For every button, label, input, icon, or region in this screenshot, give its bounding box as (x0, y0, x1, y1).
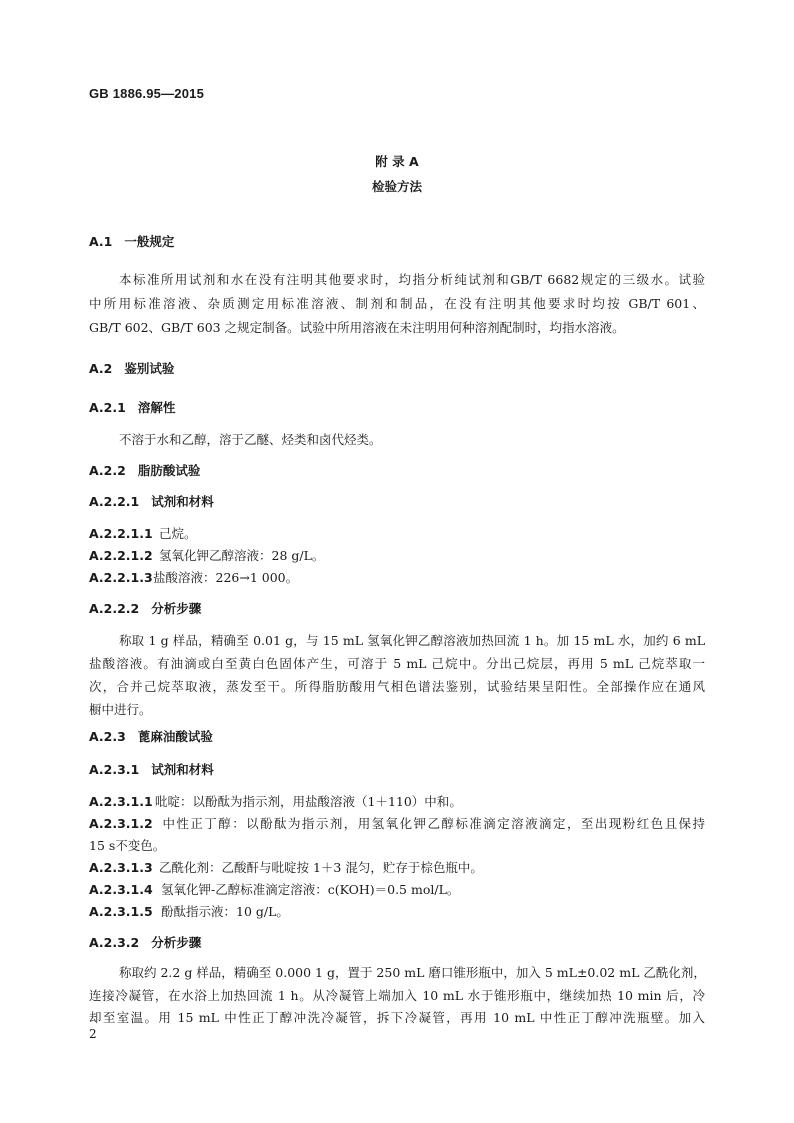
page-number: 2 (89, 1027, 97, 1041)
section-heading-a221 (89, 492, 214, 510)
list-item-continued: 15 s不变色。 (89, 838, 166, 853)
paragraph-line: 橱中进行。 (89, 702, 152, 717)
list-item (89, 902, 289, 920)
paragraph-line: 称取 1 g 样品，精确至 0.01 g，与 15 mL 氢氧化钾乙醇溶液加热回流 1 h。加 15 mL 水，加约 6 mL (119, 633, 705, 648)
section-number: A.1 (89, 234, 113, 249)
standard-number: GB 1886.95—2015 (89, 86, 205, 101)
item-number: A.2.3.1.3 (89, 860, 153, 875)
list-item (89, 546, 324, 564)
section-number: A.2.2.2 (89, 601, 140, 616)
section-heading-a232 (89, 933, 201, 951)
section-number: A.2.2.1 (89, 494, 140, 509)
paragraph-line: 称取约 2.2 g 样品，精确至 0.000 1 g，置于 250 mL 磨口锥形瓶中，加入 5 mL±0.02 mL 乙酰化剂， (119, 965, 706, 980)
list-item (89, 858, 483, 876)
item-text: 盐酸溶液：226→1 000。 (153, 570, 299, 585)
paragraph-line: GB/T 602、GB/T 603 之规定制备。试验中所用溶液在未注明用何种溶剂配制时，均指水溶液。 (89, 320, 625, 335)
section-title: 蓖麻油酸试验 (137, 729, 213, 744)
item-number: A.2.3.1.2 (89, 816, 153, 831)
item-text: 氢氧化钾乙醇溶液：28 g/L。 (159, 548, 325, 563)
item-number: A.2.3.1.1 (89, 794, 153, 809)
section-title: 溶解性 (137, 400, 176, 415)
section-heading-a222 (89, 599, 201, 617)
appendix-title: 检验方法 (371, 179, 422, 194)
list-item (89, 814, 705, 832)
section-number: A.2.2 (89, 463, 126, 478)
section-heading-a23 (89, 727, 213, 745)
section-title: 分析步骤 (151, 935, 202, 950)
section-number: A.2.3.1 (89, 762, 140, 777)
list-item (89, 568, 298, 586)
item-number: A.2.2.1.2 (89, 548, 153, 563)
paragraph-line: 中所用标准溶液、杂质测定用标准溶液、制剂和制品，在没有注明其他要求时均按 GB/T 601、 (89, 296, 705, 311)
section-heading-a22 (89, 461, 200, 479)
item-number: A.2.2.1.1 (89, 526, 153, 541)
item-text: 酚酞指示液：10 g/L。 (161, 904, 289, 919)
section-title: 一般规定 (124, 234, 175, 249)
list-item (89, 792, 462, 810)
section-heading-a1 (89, 232, 174, 250)
item-text: 吡啶：以酚酞为指示剂，用盐酸溶液（1＋110）中和。 (155, 794, 462, 809)
section-title: 试剂和材料 (151, 494, 214, 509)
list-item (89, 524, 197, 542)
paragraph-line: 不溶于水和乙醇，溶于乙醚、烃类和卤代烃类。 (119, 432, 382, 447)
paragraph-line: 连接冷凝管，在水浴上加热回流 1 h。从冷凝管上端加入 10 mL 水于锥形瓶中，继续加热 10 min 后，冷 (89, 988, 705, 1003)
item-text: 氢氧化钾-乙醇标准滴定溶液：c(KOH)＝0.5 mol/L。 (161, 882, 460, 897)
item-number: A.2.3.1.5 (89, 904, 153, 919)
section-title: 鉴别试验 (124, 361, 175, 376)
appendix-label: 附 录 A (375, 154, 419, 169)
item-text: 己烷。 (159, 526, 197, 541)
section-number: A.2.3.2 (89, 935, 140, 950)
item-number: A.2.2.1.3 (89, 570, 153, 585)
paragraph-line: 盐酸溶液。有油滴或白至黄白色固体产生，可溶于 5 mL 己烷中。分出己烷层，再用 5 mL 己烷萃取一 (89, 656, 705, 671)
section-title: 脂肪酸试验 (137, 463, 201, 478)
section-heading-a21 (89, 398, 175, 416)
section-title: 试剂和材料 (151, 762, 214, 777)
item-text: 乙酰化剂：乙酸酐与吡啶按 1＋3 混匀，贮存于棕色瓶中。 (159, 860, 483, 875)
paragraph-line: 次，合并己烷萃取液，蒸发至干。所得脂肪酸用气相色谱法鉴别，试验结果呈阳性。全部操作应在通风 (89, 679, 705, 694)
section-number: A.2.1 (89, 400, 126, 415)
item-text: 中性正丁醇：以酚酞为指示剂，用氢氧化钾乙醇标准滴定溶液滴定，至出现粉红色且保持 (161, 816, 705, 831)
section-number: A.2.3 (89, 729, 126, 744)
section-heading-a231 (89, 760, 214, 778)
section-title: 分析步骤 (151, 601, 202, 616)
item-number: A.2.3.1.4 (89, 882, 153, 897)
paragraph-line: 却至室温。用 15 mL 中性正丁醇冲洗冷凝管，拆下冷凝管，再用 10 mL 中性正丁醇冲洗瓶壁。加入 (89, 1010, 705, 1025)
paragraph-line: 本标准所用试剂和水在没有注明其他要求时，均指分析纯试剂和GB/T 6682规定的三级水。试验 (119, 272, 705, 287)
section-number: A.2 (89, 361, 113, 376)
list-item (89, 880, 459, 898)
section-heading-a2 (89, 359, 174, 377)
